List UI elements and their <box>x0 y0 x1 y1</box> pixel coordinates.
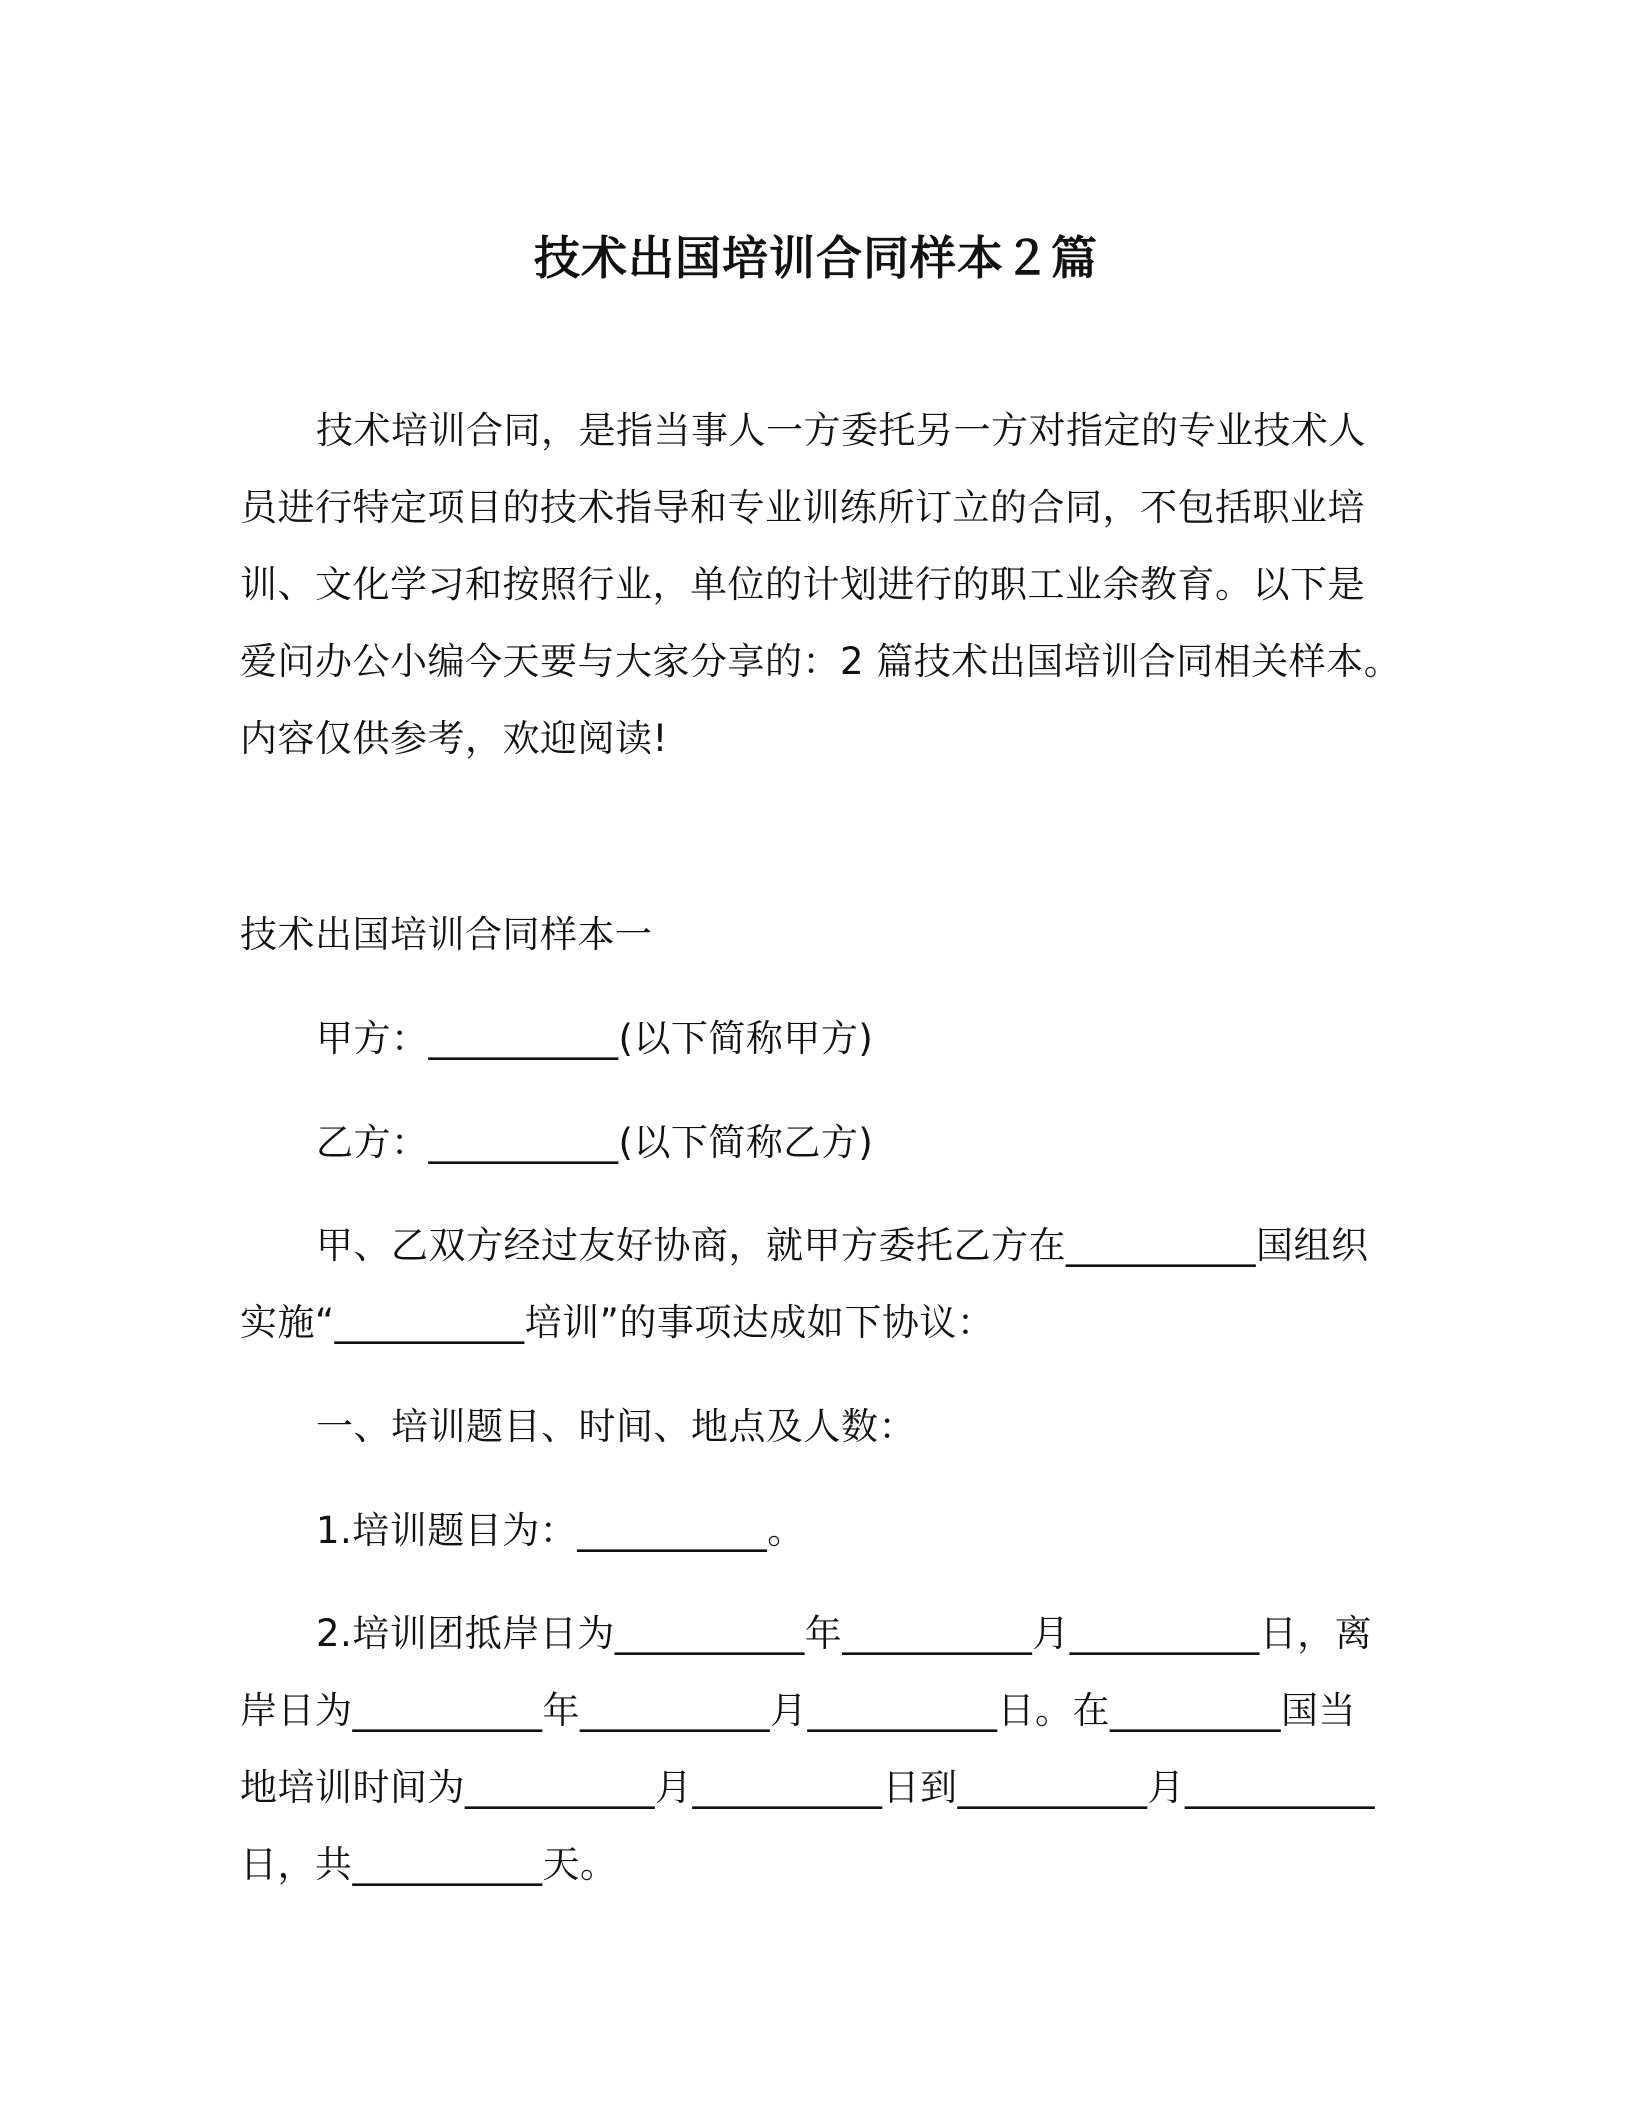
clause-item-line: 岸日为__________年__________月__________日。在_________国当 <box>240 1689 1356 1732</box>
clause-item-line: 地培训时间为__________月__________日到__________月__________ <box>240 1766 1375 1809</box>
party-b-line: 乙方：__________(以下简称乙方) <box>316 1121 874 1164</box>
intro-line: 员进行特定项目的技术指导和专业训练所订立的合同，不包括职业培 <box>240 486 1365 529</box>
agreement-line: 实施“__________培训”的事项达成如下协议： <box>240 1301 995 1344</box>
intro-line: 爱问办公小编今天要与大家分享的：2 篇技术出国培训合同相关样本。 <box>240 640 1402 683</box>
section-heading: 技术出国培训合同样本一 <box>240 913 653 956</box>
party-a-line: 甲方：__________(以下简称甲方) <box>316 1017 874 1060</box>
intro-line: 内容仅供参考，欢迎阅读! <box>240 717 668 760</box>
clause-heading: 一、培训题目、时间、地点及人数： <box>316 1405 916 1448</box>
document-title: 技术出国培训合同样本２篇 <box>534 231 1098 285</box>
clause-item: 1.培训题目为：__________。 <box>316 1509 805 1552</box>
clause-item-line: 2.培训团抵岸日为__________年__________月__________日，离 <box>316 1612 1373 1655</box>
intro-line: 技术培训合同，是指当事人一方委托另一方对指定的专业技术人 <box>316 409 1366 452</box>
clause-item-line: 日，共__________天。 <box>240 1843 618 1886</box>
agreement-line: 甲、乙双方经过友好协商，就甲方委托乙方在__________国组织 <box>316 1224 1369 1267</box>
intro-line: 训、文化学习和按照行业，单位的计划进行的职工业余教育。以下是 <box>240 563 1365 606</box>
